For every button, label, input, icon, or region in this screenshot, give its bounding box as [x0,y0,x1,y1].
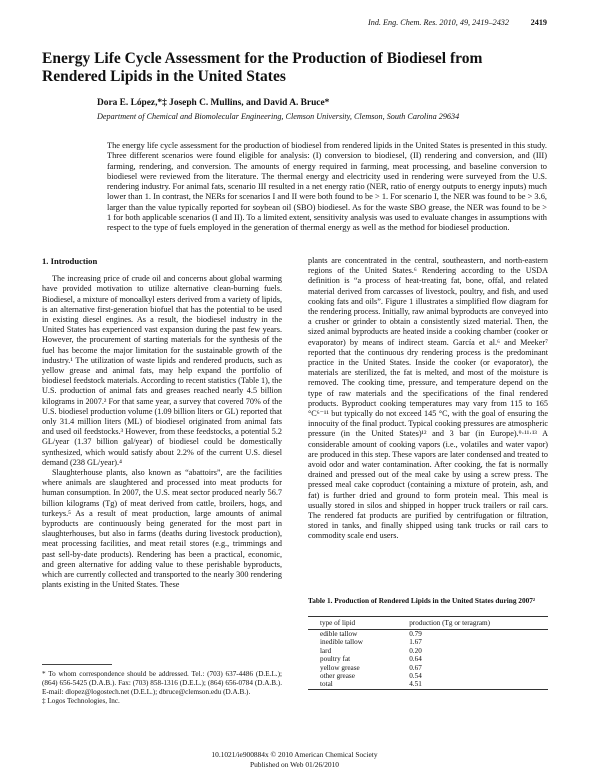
table-cell: 0.67 [409,663,422,672]
author-list: Dora E. López,*‡ Joseph C. Mullins, and David A. Bruce* [97,98,330,108]
abstract: The energy life cycle assessment for the production of biodiesel from rendered lipids in the United States is presented in this study. Three different scenarios were found eligible for analysis: (I) conversion to biodiesel, (II) rendering and conversion, and (III) farming, rendering, and conversion. The amounts of energy required in farming, meat processing, and baseline conversion to biodiesel were reviewed from the literature. The thermal energy and electricity used in rendering were surveyed from the U.S. rendering industry. For animal fats, scenario III resulted in a net energy ratio (NER, ratio of energy outputs to energy inputs) much lower than 1. In contrast, the NERs for scenarios I and II were both found to be > 1. For scenario I, the NER was found to be > 3.6, larger than the value typically reported for soybean oil (SBO) biodiesel. As for the waste SBO grease, the NER was found to be > 1 for both applicable scenarios (I and II). To a limited extent, sensitivity analysis was used to evaluate changes in assumptions with respect to the type of fuels employed in the generation of thermal energy as well as the method for biodiesel production. [107,141,547,232]
table-header-row [308,617,548,630]
table-cell: yellow grease [320,663,360,672]
section-heading: 1. Introduction [42,256,98,266]
lipid-production-table [308,616,548,690]
table-caption: Table 1. Production of Rendered Lipids in the United States during 2007² [308,596,536,605]
paragraph: plants are concentrated in the central, southeastern, and north-eastern regions of the United States.⁶ Rendering according to the USDA definition is “a process of heat-treating fat, bone, offal, and related material derived from carcasses of livestock, poultry, and fish, and used cooking fats and oils”. Figure 1 illustrates a simplified flow diagram for the rendering process. Initially, raw animal byproducts are conveyed into a crusher or grinder to obtain a consistently sized material. Then, the sized animal byproducts are heated inside a cooking chamber (cooker or evaporator) by means of indirect steam. García et al.⁶ and Meeker⁷ reported that the continuous dry rendering process is the predominant practice in the United States. Inside the cooker (or evaporator), the materials are sterilized, the fat is melted, and most of the moisture is removed. The cooking time, pressure, and temperature depend on the type of raw materials and the specifications of the final rendered products. Byproduct cooking temperatures may vary from 115 to 165 °C⁶⁻¹¹ but typically do not exceed 145 °C, with the goal of ensuring the innocuity of the final product. Typical cooking pressures are atmospheric pressure (in the United States)¹² and 3 bar (in Europe).⁹⋅¹¹⋅¹³ A considerable amount of cooking vapors (i.e., volatiles and water vapor) are produced in this step. These vapors are later condensed and treated to avoid odor and water contamination. After cooking, the fat is normally drained and pressed out of the meal cake by using a screw press. The pressed meal cake coproduct (containing a mixture of protein, ash, and fat) is further dried and ground to form protein meal. This meal is usually stored in silos and shipped in hopper truck trailers or rail cars. The rendered fat products are purified by centrifugation or filtration, stored in tanks, and finally shipped using tank trucks or rail cars to commodity scale end users. [308,256,548,541]
table-cell: 0.20 [409,646,422,655]
table-cell: 0.54 [409,672,422,681]
affiliation: Department of Chemical and Biomolecular Engineering, Clemson University, Clemson, South Carolina 29634 [97,112,460,121]
footnote-rule [42,664,112,665]
footnote: * To whom correspondence should be addressed. Tel.: (703) 637-4486 (D.E.L.); (864) 656-5425 (D.A.B.). Fax: (703) 858-1316 (D.E.L.); (864) 656-0784 (D.A.B.). E-mail: dlopez@logostech.net (D.E.L.); dbruce@clemson.edu (D.A.B.). [42,670,282,696]
table-cell: total [308,680,397,689]
table-row [308,672,548,680]
table-cell: poultry fat [320,655,351,664]
table-cell: 0.79 [409,630,422,638]
paragraph: Slaughterhouse plants, also known as “abattoirs”, are the facilities where animals are slaughtered and processed into meat products for human consumption. In 2007, the U.S. meat sector produced nearly 56.7 billion kilograms (Tg) of meat derived from cattle, broilers, hogs, and turkeys.⁵ As a result of meat production, large amounts of animal byproducts are continuously being generated for the most part in slaughterhouses, but also in farms (deaths during livestock production), meat processing facilities, and meat retail stores (e.g., trimmings and past sell-by-date products). Rendering has been a practical, economic, and green alternative for adding value to these perishable byproducts, which are currently collected and transported to the nearly 300 rendering plants existing in the United States. These [42,468,282,590]
table-cell: 4.51 [397,680,548,689]
page-number: 2419 [530,18,547,27]
footnotes [42,670,282,706]
table-cell: edible tallow [320,630,358,638]
table-cell: inedible tallow [320,638,363,647]
table-cell: 0.64 [409,655,422,664]
paper-title: Energy Life Cycle Assessment for the Production of Biodiesel from Rendered Lipids in the United States [42,50,483,85]
table-cell: other grease [320,672,355,681]
footnote: ‡ Logos Technologies, Inc. [42,697,120,705]
table-cell: 1.67 [409,638,422,647]
journal-citation: Ind. Eng. Chem. Res. 2010, 49, 2419–2432 [368,18,509,27]
table-row [308,655,548,663]
table-row [308,647,548,655]
right-column [308,256,548,542]
publication-date: Published on Web 01/26/2010 [250,760,339,769]
table-row [308,680,548,689]
table-row [308,630,548,639]
table-cell: lard [320,646,332,655]
table-header: type of lipid [308,617,397,630]
paragraph: The increasing price of crude oil and concerns about global warming have provided motivation to utilize alternative clean-burning fuels. Biodiesel, a mixture of monoalkyl esters derived from a variety of lipids, is an alternative first-generation biofuel that has the potential to be used in existing diesel engines. As a result, the biodiesel industry in the United States has experienced vast expansion during the past few years. However, the procurement of starting materials for the synthesis of the fuel has become the major limitation for the sustainable growth of the industry.¹ The utilization of waste lipids and rendered products, such as yellow grease and animal fats, may help expand the portfolio of biodiesel feedstock materials. According to recent statistics (Table 1), the U.S. production of animal fats and greases reached nearly 4.5 billion kilograms in 2007.² For that same year, a survey that covered 70% of the U.S. biodiesel production volume (1.09 billion liters or GL) reported that only 31.4 million liters (ML) of biodiesel originated from animal fats and used oil feedstocks.³ However, from these feedstocks, a potential 5.2 GL/year (1.37 billion gal/year) of biodiesel could be domestically synthesized, which would satisfy about 2.2% of the current U.S. diesel demand (238 GL/year).⁴ [42,274,282,467]
running-header [0,18,589,32]
table-row [308,664,548,672]
table-header: production (Tg or teragram) [397,617,548,630]
table-row [308,638,548,646]
left-column [42,256,282,591]
doi-copyright: 10.1021/ie900884x © 2010 American Chemical Society [211,750,378,759]
